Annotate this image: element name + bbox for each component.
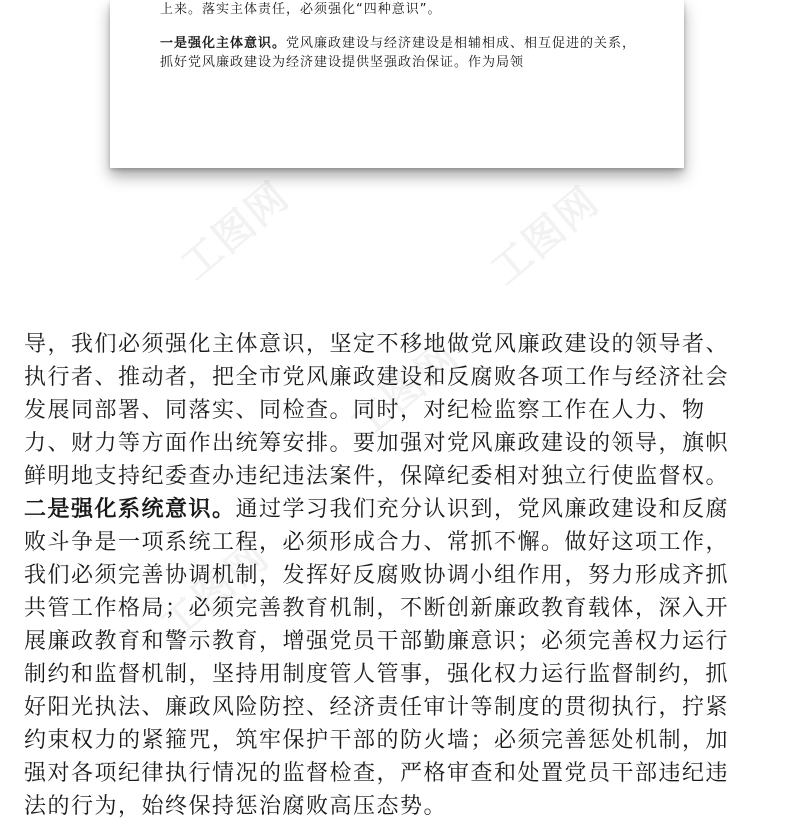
body-line: 发展同部署、同落实、同检查。同时，对纪检监察工作在人力、物 [24, 398, 706, 423]
section-heading: 二是强化系统意识。 [24, 497, 236, 522]
body-line: 鲜明地支持纪委查办违纪违法案件，保障纪委相对独立行使监督权。 [24, 464, 730, 489]
body-line-with-heading [24, 493, 784, 526]
body-line-text: 通过学习我们充分认识到，党风廉政建设和反腐 [235, 497, 730, 522]
watermark: 工图网 [152, 533, 279, 650]
document-page-preview [110, 0, 684, 168]
watermark: 工图网 [482, 178, 609, 295]
body-line: 力、财力等方面作出统筹安排。要加强对党风廉政建设的领导，旗帜 [24, 431, 730, 456]
body-line: 共管工作格局；必须完善教育机制，不断创新廉政教育载体，深入开 [24, 596, 730, 621]
body-line: 展廉政教育和警示教育，增强党员干部勤廉意识；必须完善权力运行 [24, 629, 730, 654]
paper-paragraph-heading: 一是强化主体意识。 [160, 36, 287, 51]
watermark: 工图网 [342, 333, 469, 450]
paper-paragraph [160, 34, 640, 72]
body-line: 好阳光执法、廉政风险防控、经济责任审计等制度的贯彻执行，拧紧 [24, 695, 730, 720]
body-line: 导，我们必须强化主体意识，坚定不移地做党风廉政建设的领导者、 [24, 332, 730, 357]
paper-paragraph-text: 党风廉政建设与经济建设是相辅相成、相互促进的关系，抓好党风廉政建设为经济建设提供坚强政治保证。作为局领 [160, 36, 637, 70]
body-line: 败斗争是一项系统工程，必须形成合力、常抓不懈。做好这项工作， [24, 530, 730, 555]
article-body [24, 328, 784, 823]
body-line: 制约和监督机制，坚持用制度管人管事，强化权力运行监督制约，抓 [24, 662, 730, 687]
body-line: 约束权力的紧箍咒，筑牢保护干部的防火墙；必须完善惩处机制，加 [24, 728, 730, 753]
paper-line: 上来。落实主体责任，必须强化“四种意识”。 [160, 2, 442, 17]
body-line: 执行者、推动者，把全市党风廉政建设和反腐败各项工作与经济社会 [24, 365, 730, 390]
body-line: 法的行为，始终保持惩治腐败高压态势。 [24, 794, 448, 819]
watermark: 工图网 [172, 173, 299, 290]
body-line: 我们必须完善协调机制，发挥好反腐败协调小组作用，努力形成齐抓 [24, 563, 730, 588]
body-line: 强对各项纪律执行情况的监督检查，严格审查和处置党员干部违纪违 [24, 761, 730, 786]
